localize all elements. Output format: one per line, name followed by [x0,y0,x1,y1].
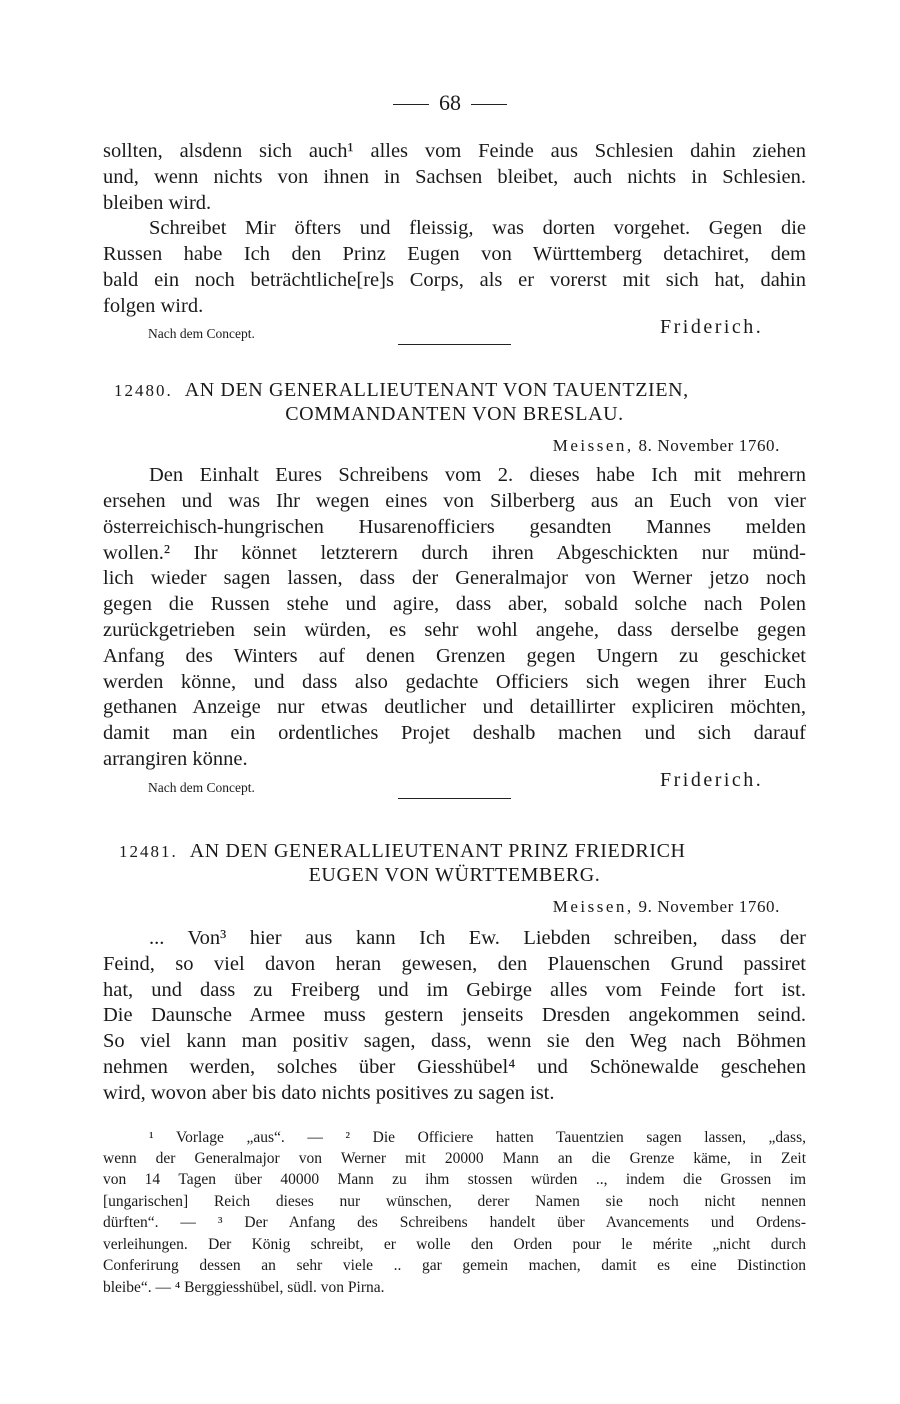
letter-recipient-line2: EUGEN VON WÜRTTEMBERG. [308,864,601,886]
text-line: lich wieder sagen lassen, dass der Generalmajor von Werner jetzo noch [103,567,806,589]
text-line: sollten, alsdenn sich auch¹ alles vom Feinde aus Schlesien dahin ziehen [103,140,806,162]
footnote-line: von 14 Tagen über 40000 Mann zu ihm stossen würden .., indem die Grossen im [103,1171,806,1188]
text-line: österreichisch-hungrischen Husarenofficiers gesandten Mannes melden [103,516,806,538]
letter-number: 12481. [119,842,178,861]
text-line: und, wenn nichts von ihnen in Sachsen bleibet, auch nichts in Schlesien. [103,166,806,188]
text-line: bald ein noch beträchtliche[re]s Corps, als er vorerst mit sich hat, dahin [103,269,806,291]
dateline [553,436,780,456]
footnote-line: [ungarischen] Reich dieses nur wünschen, derer Namen sie noch nicht nennen [103,1193,806,1210]
page-number: 68 [439,90,461,115]
letter-heading [103,377,806,404]
footnote-line: verleihungen. Der König schreibt, er wolle den Orden pour le mérite „nicht durch [103,1236,806,1253]
footnote-line: Conferirung dessen an sehr viele .. gar gemein machen, damit es eine Distinction [103,1257,806,1274]
source-note: Nach dem Concept. [148,780,255,795]
footnote-line: ¹ Vorlage „aus“. — ² Die Officiere hatten Tauentzien sagen lassen, „dass, [149,1129,806,1146]
footnote-line: dürften“. — ³ Der Anfang des Schreibens handelt über Avancements und Ordens- [103,1214,806,1231]
footnote-line: bleibe“. — ⁴ Berggiesshübel, südl. von Pirna. [103,1279,385,1296]
dateline [553,897,780,917]
separator-rule [398,798,511,799]
text-line: bleiben wird. [103,192,212,214]
page-number-dash-left [393,104,429,105]
letter-recipient-line1: AN DEN GENERALLIEUTENANT PRINZ FRIEDRICH [189,840,686,862]
signature: Friderich. [660,316,764,338]
text-line: Anfang des Winters auf denen Grenzen gegen Ungern zu geschicket [103,645,806,667]
text-line: arrangiren könne. [103,748,248,770]
text-line: damit man ein ordentliches Projet deshalb machen und sich darauf [103,722,806,744]
text-line: gegen die Russen stehe und agire, dass aber, sobald solche nach Polen [103,593,806,615]
text-line: Den Einhalt Eures Schreibens vom 2. dieses habe Ich mit mehrern [149,464,806,486]
letter-heading [103,838,806,865]
text-line: So viel kann man positiv sagen, dass, wenn sie den Weg nach Böhmen [103,1030,806,1052]
footnote-line: wenn der Generalmajor von Werner mit 20000 Mann an die Grenze käme, in Zeit [103,1150,806,1167]
text-line: ... Von³ hier aus kann Ich Ew. Liebden schreiben, dass der [149,927,806,949]
text-line: Die Daunsche Armee muss gestern jenseits Dresden angekommen seind. [103,1004,806,1026]
text-line: Schreibet Mir öfters und fleissig, was dorten vorgehet. Gegen die [149,217,806,239]
signature: Friderich. [660,769,764,791]
source-note: Nach dem Concept. [148,326,255,341]
text-line: wollen.² Ihr könnet letzterern durch ihren Abgeschickten nur münd- [103,542,806,564]
text-line: hat, und dass zu Freiberg und im Gebirge alles vom Feinde fort ist. [103,979,806,1001]
text-line: Russen habe Ich den Prinz Eugen von Württemberg detachiret, dem [103,243,806,265]
text-line: gethanen Anzeige nur etwas deutlicher und detaillirter expliciren möchten, [103,696,806,718]
text-line: werden könne, und dass also gedachte Officiers sich wegen ihrer Euch [103,671,806,693]
page-number-dash-right [471,104,507,105]
page-number-header [0,90,900,116]
text-line: nehmen werden, solches über Giesshübel⁴ und Schönewalde geschehen [103,1056,806,1078]
letter-number: 12480. [114,381,173,400]
text-line: ersehen und was Ihr wegen eines von Silberberg aus an Euch von vier [103,490,806,512]
text-line: Feind, so viel davon heran gewesen, den Plauenschen Grund passiret [103,953,806,975]
date: 9. November 1760. [638,897,780,916]
letter-recipient-line2: COMMANDANTEN VON BRESLAU. [285,403,624,425]
date: 8. November 1760. [638,436,780,455]
text-line: wird, wovon aber bis dato nichts positives zu sagen ist. [103,1082,555,1104]
text-line: folgen wird. [103,295,204,317]
date-place: Meissen, [552,897,634,916]
separator-rule [398,344,511,345]
letter-recipient-line1: AN DEN GENERALLIEUTENANT VON TAUENTZIEN, [184,379,689,401]
date-place: Meissen, [552,436,634,455]
text-line: zurückgetrieben sein würden, es sehr wohl angehe, dass derselbe gegen [103,619,806,641]
